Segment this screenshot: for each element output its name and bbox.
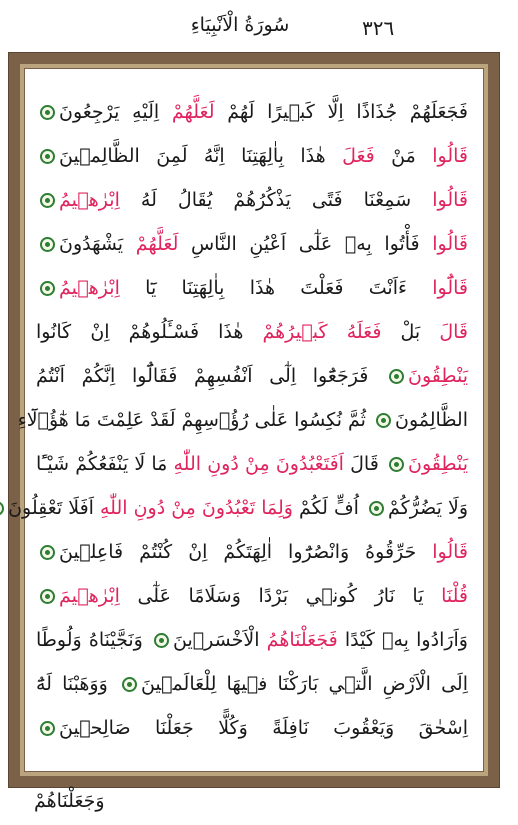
ayah-end-marker-icon: [40, 545, 55, 560]
verse-line: [36, 92, 468, 132]
ayah-end-marker-icon: [40, 149, 55, 164]
verse-text: فَأْتُوا بِه۪ عَلٰٓى اَعْيُنِ النَّاسِ: [178, 233, 433, 255]
highlighted-word: لَعَلَّهُمْ: [171, 101, 215, 123]
highlighted-word: لَعَلَّهُمْ: [135, 233, 179, 255]
verse-text: مَنْ: [374, 145, 433, 167]
highlighted-word: قَالُوا: [432, 145, 468, 167]
highlighted-word: قَالُوا: [432, 189, 468, 211]
verse-text-area: [8, 92, 468, 752]
verse-text: يَا نَارُ كُون۪ي بَرْدًا وَسَلَامًا عَلٰٓى: [119, 585, 442, 607]
ayah-end-marker-icon: [122, 677, 137, 692]
verse-text: حَرِّقُوهُ وَانْصُرُٓوا اٰلِهَتَكُمْ اِنْ كُنْتُمْ فَاعِل۪ينَ: [59, 541, 433, 563]
ayah-end-marker-icon: [40, 237, 55, 252]
verse-text: ثُمَّ نُكِسُوا عَلٰى رُؤُ۫سِهِمْ لَقَدْ عَلِمْتَ مَا هٰٓؤُ۬لَٓاءِ: [17, 409, 372, 431]
verse-text: وَاَرَادُوا بِه۪ كَيْدًا: [337, 629, 468, 651]
page-number: ٣٢٦: [362, 16, 395, 40]
verse-text: اُفٍّ لَكُمْ: [292, 497, 365, 519]
ayah-end-marker-icon: [40, 721, 55, 736]
verse-line: [36, 224, 468, 264]
highlighted-word: يَنْطِقُونَ: [408, 453, 468, 475]
verse-line: [36, 136, 468, 176]
verse-text: فَرَجَعُٓوا اِلٰٓى اَنْفُسِهِمْ فَقَالُٓوا اِنَّكُمْ اَنْتُمُ: [36, 365, 385, 387]
highlighted-word: قَالَ: [439, 321, 468, 343]
highlighted-word: اِبْرٰه۪يمَ: [59, 585, 120, 607]
verse-text: اِسْحٰقَ وَيَعْقُوبَ نَافِلَةً وَكُلًّا جَعَلْنَا صَالِح۪ينَ: [59, 717, 468, 739]
verse-text: مَا لَا يَنْفَعُكُمْ شَيْـًٔا: [36, 453, 174, 475]
highlighted-word: قَالُوا: [432, 541, 468, 563]
verse-text: قَالَ: [343, 453, 385, 475]
highlighted-word: قَالُٓوا: [432, 277, 468, 299]
verse-line: [8, 488, 468, 528]
ayah-end-marker-icon: [40, 193, 55, 208]
highlighted-word: اِبْرٰه۪يمُ: [59, 277, 120, 299]
verse-line: [36, 708, 468, 748]
highlighted-word: فَعَلَ: [342, 145, 375, 167]
ayah-end-marker-icon: [0, 501, 4, 516]
verse-text: سَمِعْنَا فَتًى يَذْكُرُهُمْ يُقَالُ لَهُ: [119, 189, 433, 211]
highlighted-word: اَفَتَعْبُدُونَ مِنْ دُونِ اللّٰهِ: [173, 453, 344, 475]
verse-text: هٰذَا بِاٰلِهَتِنَا اِنَّهُ لَمِنَ الظَّالِم۪ينَ: [59, 145, 343, 167]
highlighted-word: فَعَلَهُ: [346, 321, 382, 343]
highlighted-word: اِبْرٰه۪يمُ: [59, 189, 120, 211]
verse-line: [36, 444, 468, 484]
highlighted-word: كَب۪يرُهُمْ: [262, 321, 347, 343]
ayah-end-marker-icon: [389, 369, 404, 384]
verse-text: اَفَلَا تَعْقِلُونَ: [8, 497, 100, 519]
verse-line: [36, 180, 468, 220]
ayah-end-marker-icon: [40, 589, 55, 604]
verse-text: وَوَهَبْنَا لَهُٓ: [36, 673, 118, 695]
page-header: [0, 14, 518, 44]
verse-text: هٰذَا فَسْـَٔلُوهُمْ اِنْ كَانُوا: [36, 321, 263, 343]
verse-line: [36, 532, 468, 572]
highlighted-word: قَالُوا: [432, 233, 468, 255]
catchword: وَجَعَلْنَاهُمْ: [34, 790, 105, 812]
verse-line: [36, 268, 468, 308]
highlighted-word: وَلِمَا تَعْبُدُونَ مِنْ دُونِ اللّٰهِ: [100, 497, 293, 519]
ayah-end-marker-icon: [369, 501, 384, 516]
verse-line: [36, 312, 468, 352]
verse-line: [36, 356, 468, 396]
verse-text: الْاَخْسَر۪ينَ: [173, 629, 267, 651]
highlighted-word: قُلْنَا: [441, 585, 468, 607]
ayah-end-marker-icon: [40, 105, 55, 120]
verse-text: فَجَعَلَهُمْ جُذَاذًا اِلَّا كَب۪يرًا لَهُمْ: [214, 101, 468, 123]
verse-text: وَنَجَّيْنَاهُ وَلُوطًا: [36, 629, 151, 651]
ayah-end-marker-icon: [376, 413, 391, 428]
highlighted-word: فَجَعَلْنَاهُمُ: [266, 629, 338, 651]
verse-line: [36, 664, 468, 704]
verse-text: ءَاَنْتَ فَعَلْتَ هٰذَا بِاٰلِهَتِنَا يَٓا: [119, 277, 433, 299]
verse-line: [36, 576, 468, 616]
verse-text: اِلَيْهِ يَرْجِعُونَ: [59, 101, 172, 123]
verse-text: الظَّالِمُونَ: [395, 409, 468, 431]
verse-text: بَلْ: [381, 321, 440, 343]
verse-text: اِلَى الْاَرْضِ الَّت۪ي بَارَكْنَا ف۪يهَا لِلْعَالَم۪ينَ: [140, 673, 468, 695]
verse-line: [17, 400, 468, 440]
highlighted-word: يَنْطِقُونَ: [408, 365, 468, 387]
verse-line: [36, 620, 468, 660]
surah-title: سُورَةُ الْاَنْبِيَاءِ: [190, 14, 290, 36]
verse-text: وَلَا يَضُرُّكُمْ: [388, 497, 468, 519]
ayah-end-marker-icon: [154, 633, 169, 648]
ayah-end-marker-icon: [40, 281, 55, 296]
ayah-end-marker-icon: [389, 457, 404, 472]
verse-text: يَشْهَدُونَ: [59, 233, 136, 255]
